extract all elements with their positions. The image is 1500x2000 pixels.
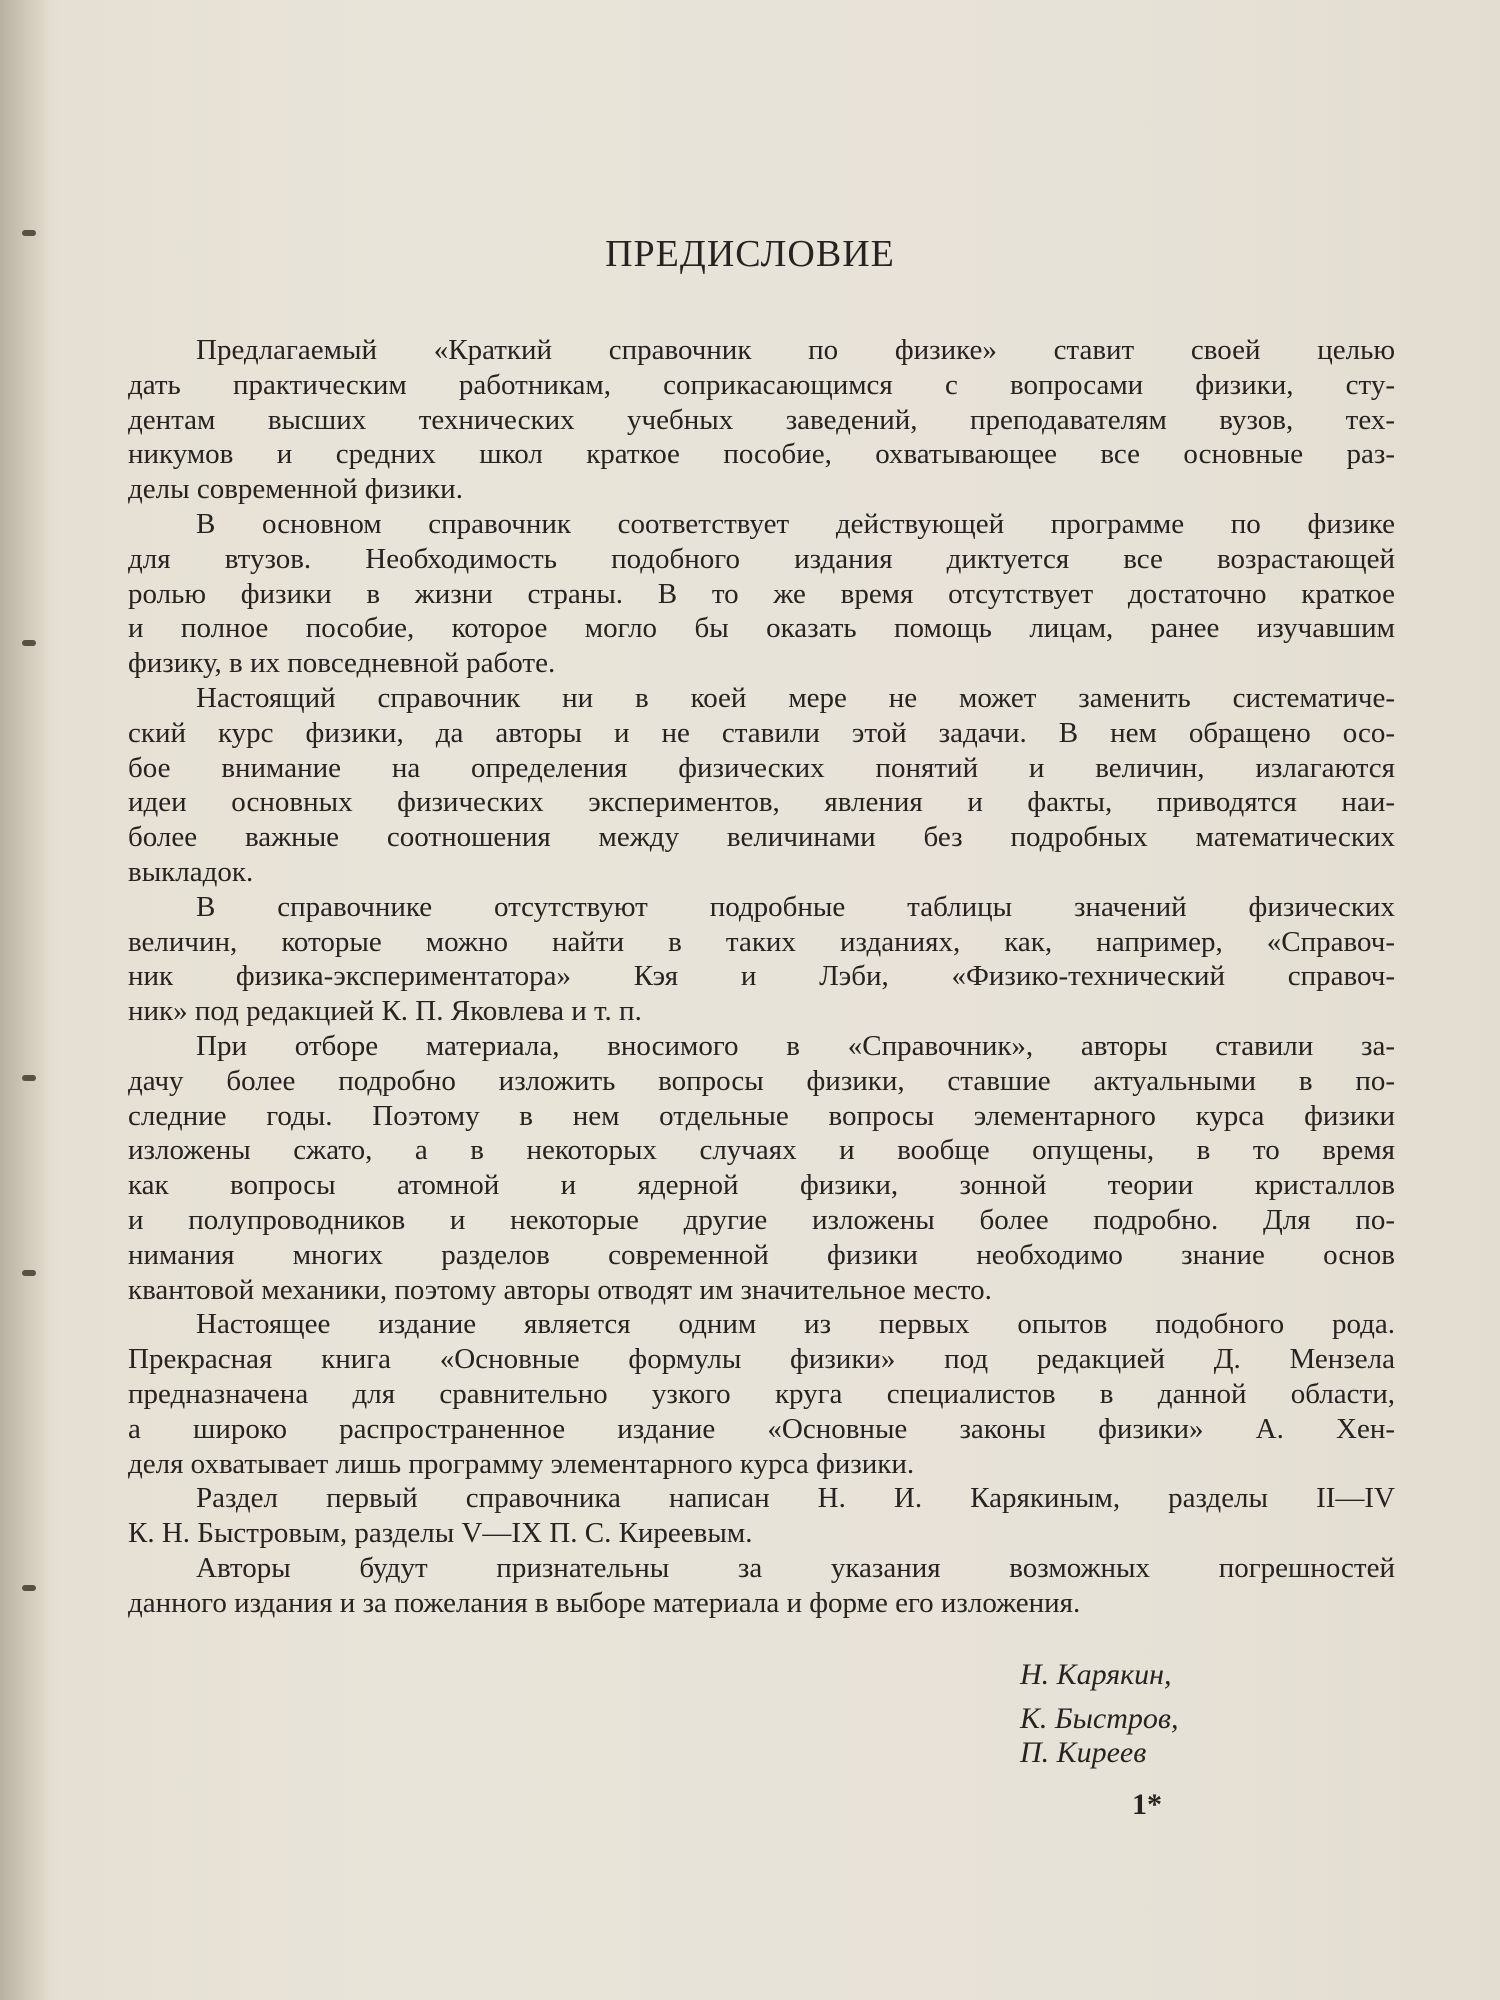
paragraph <box>128 333 1395 507</box>
page-title: ПРЕДИСЛОВИЕ <box>605 233 895 275</box>
author-signature: П. Киреев <box>1020 1736 1147 1769</box>
text-line: В справочнике отсутствуют подробные таблицы значений физических <box>196 890 1395 923</box>
text-line: дачу более подробно изложить вопросы физики, ставшие актуальными в по- <box>128 1064 1395 1097</box>
text-line: идеи основных физических экспериментов, явления и факты, приводятся наи- <box>128 786 1395 819</box>
text-line: дать практическим работникам, соприкасающимся с вопросами физики, сту- <box>128 368 1395 401</box>
binding-stitch <box>22 1075 36 1081</box>
paragraph <box>128 1029 1395 1307</box>
text-line: Настоящее издание является одним из первых опытов подобного рода. <box>196 1308 1395 1341</box>
text-line: предназначена для сравнительно узкого круга специалистов в данной области, <box>128 1377 1395 1410</box>
paragraph <box>128 890 1395 1029</box>
text-line: Предлагаемый «Краткий справочник по физике» ставит своей целью <box>196 334 1395 366</box>
author-signature: К. Быстров, <box>1020 1702 1179 1735</box>
text-line: дентам высших технических учебных заведений, преподавателям вузов, тех- <box>128 403 1395 436</box>
text-line: величин, которые можно найти в таких изданиях, как, например, «Справоч- <box>128 925 1395 958</box>
text-line: для втузов. Необходимость подобного издания диктуется все возрастающей <box>128 542 1395 575</box>
text-line: В основном справочник соответствует действующей программе по физике <box>196 507 1395 540</box>
book-spine <box>0 0 48 2000</box>
text-line: изложены сжато, а в некоторых случаях и вообще опущены, в то время <box>128 1134 1395 1167</box>
author-signature: Н. Карякин, <box>1020 1658 1172 1691</box>
text-line: Раздел первый справочника написан Н. И. Карякиным, разделы II—IV <box>196 1482 1395 1515</box>
text-line: ник физика-экспериментатора» Кэя и Лэби, «Физико-технический справоч- <box>128 960 1395 993</box>
text-line: При отборе материала, вносимого в «Справочник», авторы ставили за- <box>196 1029 1395 1062</box>
text-line: и полупроводников и некоторые другие изложены более подробно. Для по- <box>128 1203 1395 1236</box>
text-line: никумов и средних школ краткое пособие, охватывающее все основные раз- <box>128 438 1395 471</box>
paragraph <box>128 1551 1395 1621</box>
text-line: К. Н. Быстровым, разделы V—IX П. С. Киреевым. <box>128 1517 753 1550</box>
paragraph <box>128 681 1395 890</box>
text-line: более важные соотношения между величинами без подробных математических <box>128 821 1395 854</box>
text-line: ский курс физики, да авторы и не ставили этой задачи. В нем обращено осо- <box>128 716 1395 749</box>
binding-stitch <box>22 1585 36 1591</box>
text-line: квантовой механики, поэтому авторы отводят им значительное место. <box>128 1273 992 1306</box>
paragraph <box>128 1307 1395 1481</box>
binding-stitch <box>22 640 36 646</box>
text-line: ник» под редакцией К. П. Яковлева и т. п. <box>128 995 642 1028</box>
text-line: бое внимание на определения физических понятий и величин, излагаются <box>128 751 1395 784</box>
text-line: Прекрасная книга «Основные формулы физики» под редакцией Д. Мензела <box>128 1343 1395 1376</box>
preface-body <box>128 333 1395 1620</box>
text-line: следние годы. Поэтому в нем отдельные вопросы элементарного курса физики <box>128 1099 1395 1132</box>
text-line: а широко распространенное издание «Основные законы физики» А. Хен- <box>128 1412 1395 1445</box>
paragraph <box>128 507 1395 681</box>
text-line: выкладок. <box>128 855 254 888</box>
text-line: Настоящий справочник ни в коей мере не может заменить систематиче- <box>196 681 1395 714</box>
text-line: делы современной физики. <box>128 473 463 506</box>
text-line: деля охватывает лишь программу элементарного курса физики. <box>128 1447 915 1480</box>
text-line: ролью физики в жизни страны. В то же время отсутствует достаточно краткое <box>128 577 1395 610</box>
binding-stitch <box>22 1270 36 1276</box>
paragraph <box>128 1481 1395 1551</box>
text-line: как вопросы атомной и ядерной физики, зонной теории кристаллов <box>128 1169 1395 1202</box>
text-line: физику, в их повседневной работе. <box>128 647 556 680</box>
text-line: нимания многих разделов современной физики необходимо знание основ <box>128 1238 1395 1271</box>
text-line: Авторы будут признательны за указания возможных погрешностей <box>196 1551 1395 1584</box>
text-line: и полное пособие, которое могло бы оказать помощь лицам, ранее изучавшим <box>128 612 1395 645</box>
text-line: данного издания и за пожелания в выборе материала и форме его изложения. <box>128 1586 1081 1619</box>
page-number: 1* <box>1132 1788 1162 1821</box>
